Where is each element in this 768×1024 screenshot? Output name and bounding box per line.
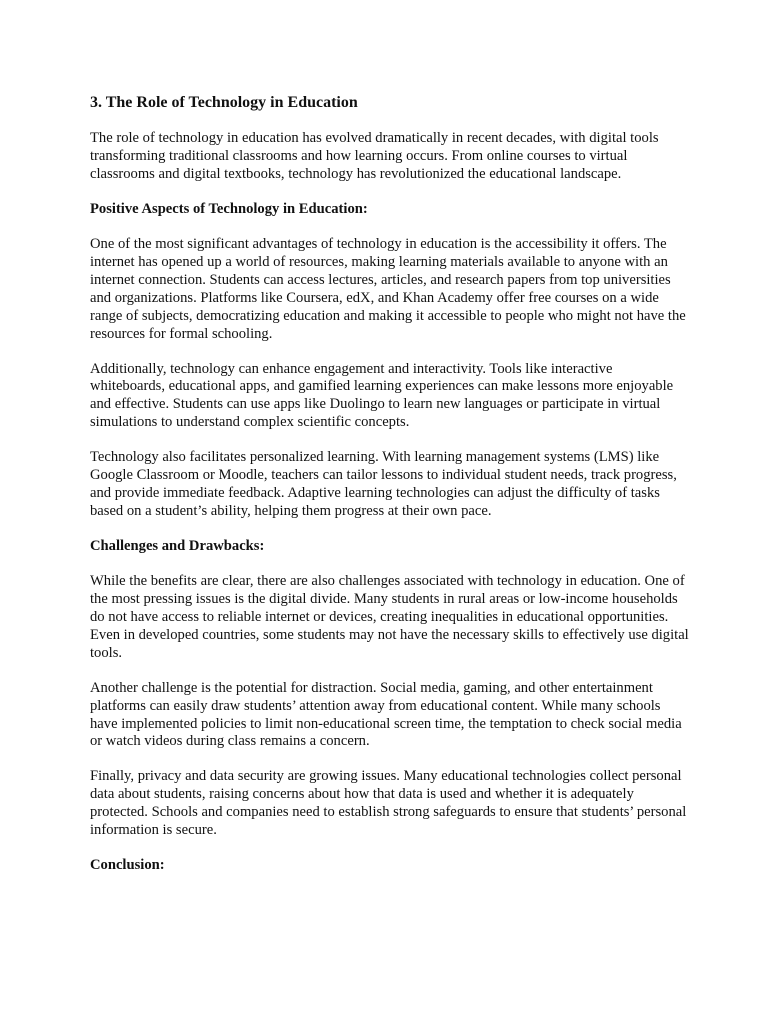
- intro-paragraph: The role of technology in education has evolved dramatically in recent decades, with digital tools transforming traditional classrooms and how learning occurs. From online courses to virtual classrooms and digital textbooks, technology has revolutionized the educational landscape.: [90, 130, 659, 182]
- challenges-heading: Challenges and Drawbacks:: [90, 537, 265, 554]
- document-page: [90, 93, 690, 892]
- distraction-paragraph: Another challenge is the potential for distraction. Social media, gaming, and other entertainment platforms can easily draw students’ attention away from educational content. While many schools have implemented policies to limit non-educational screen time, the temptation to check social media or watch videos during class remains a concern.: [90, 679, 682, 750]
- engagement-paragraph: Additionally, technology can enhance engagement and interactivity. Tools like interactive whiteboards, educational apps, and gamified learning experiences can make lessons more enjoyable and effective. Students can use apps like Duolingo to learn new languages or participate in virtual simulations to understand complex scientific concepts.: [90, 360, 674, 431]
- digital-divide-paragraph: While the benefits are clear, there are also challenges associated with technology in education. One of the most pressing issues is the digital divide. Many students in rural areas or low-income households do not have access to reliable internet or devices, creating inequalities in educational opportunities. Even in developed countries, some students may not have the necessary skills to effectively use digital tools.: [90, 573, 689, 661]
- positive-aspects-heading: Positive Aspects of Technology in Education:: [90, 200, 368, 217]
- conclusion-heading: Conclusion:: [90, 857, 165, 873]
- personalized-learning-paragraph: Technology also facilitates personalized learning. With learning management systems (LMS) like Google Classroom or Moodle, teachers can tailor lessons to individual student needs, track progress, and provide immediate feedback. Adaptive learning technologies can adjust the difficulty of tasks based on a student’s ability, helping them progress at their own pace.: [90, 449, 677, 519]
- section-title: 3. The Role of Technology in Education: [90, 94, 358, 111]
- privacy-paragraph: Finally, privacy and data security are growing issues. Many educational technologies collect personal data about students, raising concerns about how that data is used and whether it is adequately protected. Schools and companies need to establish strong safeguards to ensure that students’ personal information is secure.: [90, 768, 687, 839]
- accessibility-paragraph: One of the most significant advantages of technology in education is the accessibility it offers. The internet has opened up a world of resources, making learning materials available to anyone with an internet connection. Students can access lectures, articles, and research papers from top universities and organizations. Platforms like Coursera, edX, and Khan Academy offer free courses on a wide range of subjects, democratizing education and making it accessible to people who might not have the resources for formal schooling.: [90, 236, 686, 342]
